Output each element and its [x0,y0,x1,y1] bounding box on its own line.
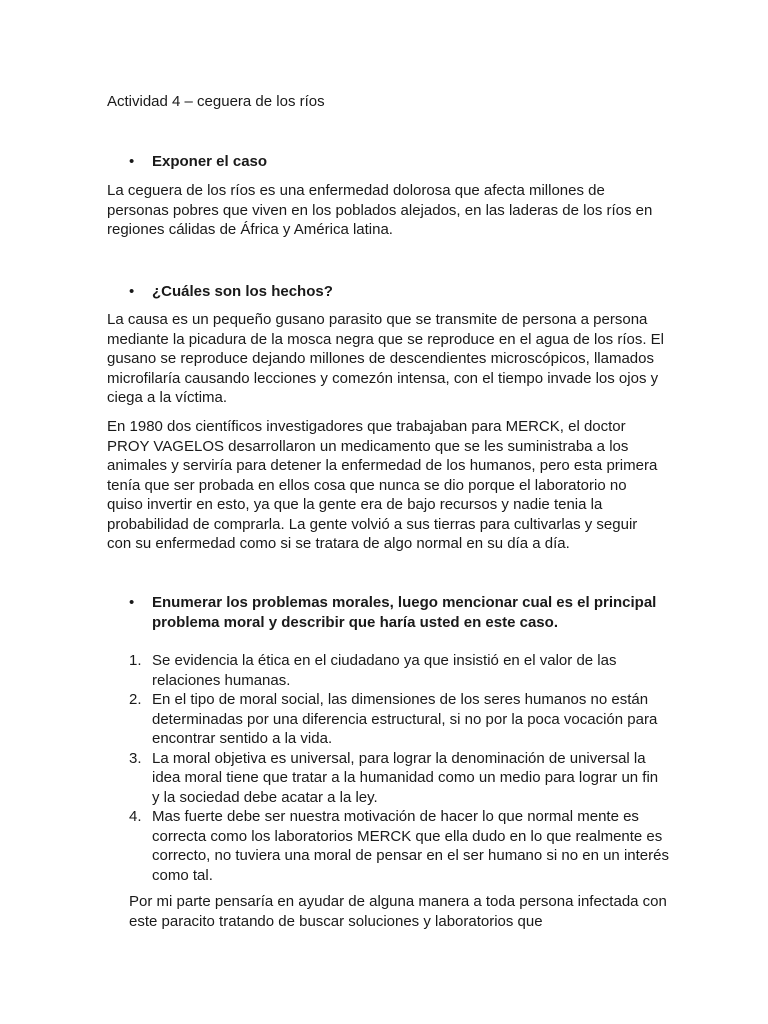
section-heading-text: ¿Cuáles son los hechos? [152,283,333,300]
paragraph: La causa es un pequeño gusano parasito que se transmite de persona a persona mediante la picadura de la mosca negra que se reproduce en el agua de los ríos. El gusano se reproduce dejando millones de descendientes microscópicos, llamados microfilaría causando lecciones y comezón intensa, con el tiempo invade los ojos y ciega a la víctima. [107,311,665,406]
bullet-icon: • [129,594,135,611]
paragraph: En 1980 dos científicos investigadores que trabajaban para MERCK, el doctor PROY VAGELOS desarrollaron un medicamento que se les suministraba a los animales y serviría para detener la enfermedad de los humanos, pero esta primera tenía que ser probada en ellos cosa que nunca se dio porque el laboratorio no quiso invertir en esto, ya que la gente era de bajo recursos y nadie tenia la probabilidad de comprarla. La gente volvió a sus tierras para cultivarlas y seguir con su enfermedad como si se tratara de algo normal en su día a día. [107,418,658,552]
list-item [129,807,669,885]
list-item-text: En el tipo de moral social, las dimensiones de los seres humanos no están determinadas por una diferencia estructural, si no por la poca vocación para encontrar sentido a la vida. [152,691,658,747]
section-heading-text: Enumerar los problemas morales, luego mencionar cual es el principal problema moral y describir que haría usted en este caso. [152,594,657,631]
list-item [129,690,669,749]
list-item-text: Mas fuerte debe ser nuestra motivación de hacer lo que normal mente es correcta como los laboratorios MERCK que ella dudo en lo que realmente es correcto, no tuviera una moral de pensar en el ser humano si no en un interés como tal. [152,808,669,884]
bullet-icon: • [129,283,135,300]
list-item [129,651,669,690]
document-title: Actividad 4 – ceguera de los ríos [107,93,325,110]
paragraph: La ceguera de los ríos es una enfermedad dolorosa que afecta millones de personas pobres que viven en los poblados alejados, en las laderas de los ríos en regiones cálidas de África y América latina. [107,182,653,238]
list-item-number: 1. [129,652,142,669]
section-heading-text: Exponer el caso [152,153,268,170]
list-item-number: 4. [129,808,142,825]
list-item-text: Se evidencia la ética en el ciudadano ya que insistió en el valor de las relaciones humanas. [152,652,617,689]
list-item [129,749,669,808]
section-heading-hechos [129,282,669,302]
list-item-number: 2. [129,691,142,708]
section-heading-problemas [129,593,669,632]
section-heading-exponer [129,152,669,172]
list-item-number: 3. [129,749,142,767]
numbered-list [129,651,669,885]
closing-paragraph: Por mi parte pensaría en ayudar de alguna manera a toda persona infectada con este paracito tratando de buscar soluciones y laboratorios que [129,893,667,930]
bullet-icon: • [129,153,135,170]
list-item-text: La moral objetiva es universal, para lograr la denominación de universal la idea moral tiene que tratar a la humanidad como un medio para lograr un fin y la sociedad debe acatar a la ley. [152,749,659,806]
